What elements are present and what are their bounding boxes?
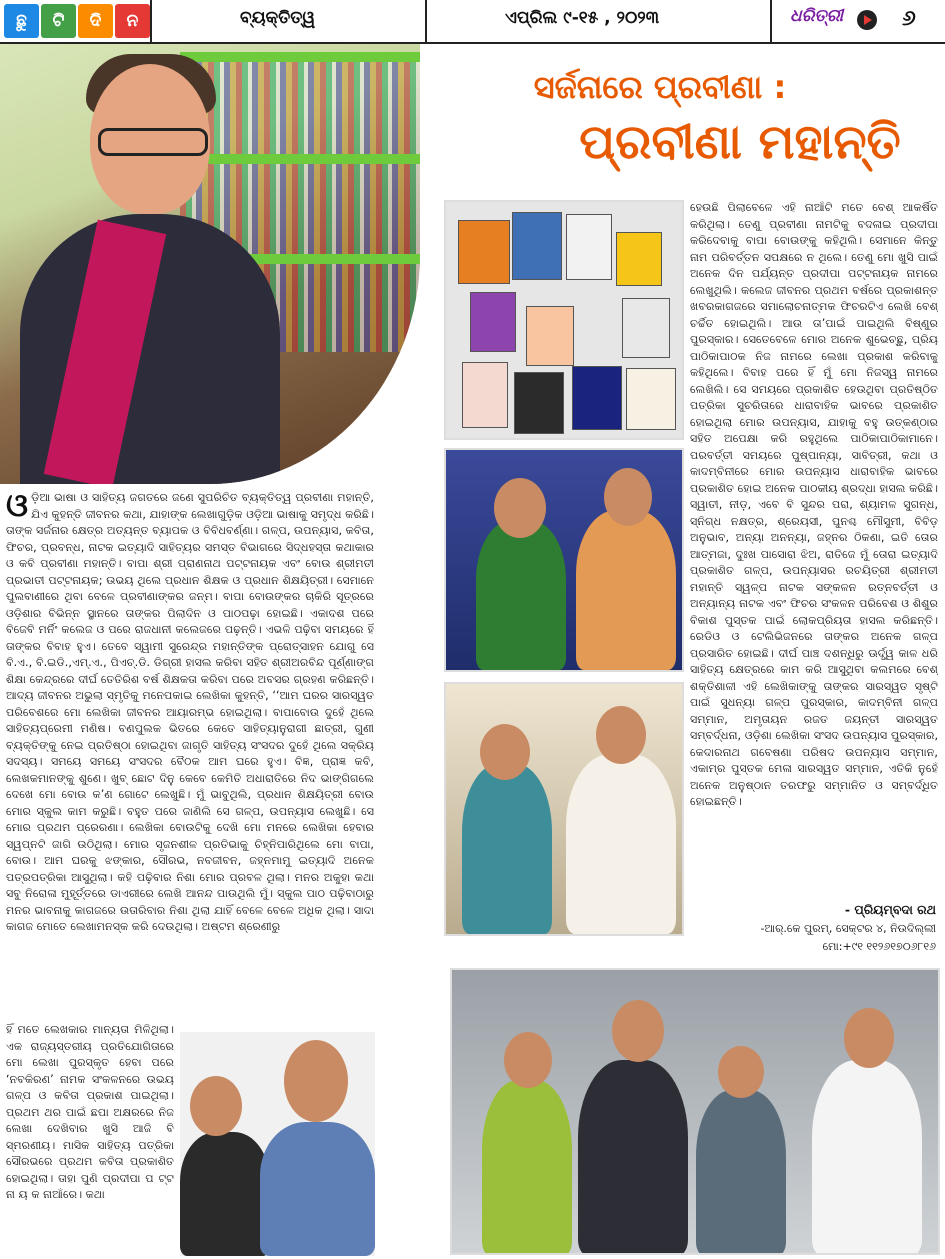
conversation-photo	[444, 682, 684, 936]
book-cover	[572, 366, 622, 430]
person-head	[190, 1076, 242, 1136]
drop-cap: ଓ	[6, 490, 29, 524]
person-figure	[476, 520, 566, 670]
book-cover	[622, 298, 670, 358]
person-figure	[462, 764, 552, 934]
person-head	[718, 1046, 764, 1098]
person-head	[612, 1000, 664, 1062]
person-head	[284, 1040, 348, 1122]
chhutidina-logo	[4, 4, 150, 38]
page-header	[0, 0, 945, 44]
page-number: ୬	[902, 6, 916, 31]
person-figure	[482, 1080, 572, 1255]
byline-author: - ପ୍ରିୟମ୍ବଦା ରଥ	[844, 902, 936, 917]
person-head	[604, 468, 652, 526]
person-figure	[696, 1090, 786, 1255]
person-head	[596, 706, 646, 764]
shelf-board	[180, 52, 420, 62]
book-cover	[566, 214, 612, 280]
article-left-narrow: ହିଁ ମତେ ଲେଖକାର ମାନ୍ୟତା ମିଳିଥିଲା। ଏକ ରାଜ୍ୟସ୍ତରୀୟ ପ୍ରତିଯୋଗିତାରେ ମୋ ଲେଖା ପୁରସ୍କୃତ ହେବା ପରେ ‘ନବକିରଣ’ ନାମକ ସଂକଳନରେ ଉଭୟ ଗଳ୍ପ ଓ କବିତା ପ୍ରକାଶ ପାଇଥିଲା। ପ୍ରଥମ ଥର ପାଇଁ ଛପା ଅକ୍ଷରରେ ନିଜ ଲେଖା ଦେଖିବାର ଖୁସି ଆଜି ବି ସ୍ମରଣୀୟ। ମାସିକ ସାହିତ୍ୟ ପତ୍ରିକା ସୌରଭରେ ପ୍ରଥମ କବିତା ପ୍ରକାଶିତ ହୋଇଥିଲା। ତାହା ପୁଣି ପ୍ରଦୀପା ପ ଟ୍ଟ ନା ୟ କ ନାଆଁରେ। କଥା	[6, 1023, 174, 1201]
portrait-glasses	[98, 128, 208, 156]
person-figure	[566, 754, 676, 934]
header-divider	[150, 0, 152, 42]
logo-letter: ନ	[115, 4, 150, 38]
person-head	[844, 1008, 894, 1068]
group-photo	[450, 968, 940, 1255]
books-photo	[444, 200, 684, 440]
book-cover	[470, 292, 516, 352]
person-figure	[260, 1122, 375, 1256]
byline-phone: ମୋ:+୯୧ ୧୧୨୬୧୭୦୬୮୧୬	[822, 940, 936, 953]
issue-date: ଏପ୍ରିଲ ୯-୧୫ , ୨୦୨୩	[505, 8, 660, 28]
header-divider	[425, 0, 427, 42]
person-head	[494, 478, 546, 538]
article-left-column	[6, 490, 374, 1020]
logo-letter: ଦି	[78, 4, 113, 38]
section-name: ବ୍ୟକ୍ତିତ୍ୱ	[240, 8, 316, 28]
award-photo	[444, 448, 684, 672]
headline-line2: ପ୍ରବୀଣା ମହାନ୍ତି	[579, 114, 901, 170]
person-figure	[578, 1060, 688, 1255]
book-cover	[512, 212, 562, 280]
person-head	[504, 1032, 552, 1088]
shelf-board	[180, 154, 420, 164]
headline-line1: ସର୍ଜନାରେ ପ୍ରବୀଣା :	[533, 68, 787, 106]
header-divider	[770, 0, 772, 42]
logo-letter: ଛୁ	[4, 4, 39, 38]
logo-letter: ଟି	[41, 4, 76, 38]
article-left-text: ଡ଼ିଆ ଭାଷା ଓ ସାହିତ୍ୟ ଜଗତରେ ଜଣେ ସୁପରିଚିତ ବ୍ୟକ୍ତିତ୍ୱ ପ୍ରବୀଣା ମହାନ୍ତି, ଯିଏ କୁହନ୍ତି ଜୀବନର କଥା, ଯାହାଙ୍କ ଲେଖାଗୁଡ଼ିକ ଓଡ଼ିଆ ଭାଷାକୁ ସମୃଦ୍ଧ କରିଛି। ତାଙ୍କ ସର୍ଜନାର କ୍ଷେତ୍ର ଅତ୍ୟନ୍ତ ବ୍ୟାପକ ଓ ବିବିଧବର୍ଣ୍ଣା। ଗଳ୍ପ, ଉପନ୍ୟାସ, କବିତା, ଫିଚର, ପ୍ରବନ୍ଧ, ନାଟକ ଇତ୍ୟାଦି ସାହିତ୍ୟର ସମସ୍ତ ବିଭାଗରେ ସିଦ୍ଧହସ୍ତା କଥାକାର ଓ କବି ପ୍ରବୀଣା ମହାନ୍ତି। ବାପା ଶ୍ରୀ ପ୍ରାଣନାଥ ପଟ୍ଟନାୟକ ଏବଂ ବୋଉ ଶ୍ରୀମତୀ ପ୍ରଭାତୀ ପଟ୍ଟନାୟକ; ଉଭୟ ଥିଲେ ପ୍ରଧାନ ଶିକ୍ଷକ ଓ ପ୍ରଧାନ ଶିକ୍ଷୟିତ୍ରୀ। ସେମାନେ ପୁଲବାଣୀରେ ଥିବା ବେଳେ ପ୍ରବୀଣାଙ୍କର ଜନ୍ମ। ବାପା ବୋଉଙ୍କର ଚାକିରି ସୂତ୍ରରେ ଓଡ଼ିଶାର ବିଭିନ୍ନ ସ୍ଥାନରେ ତାଙ୍କର ପିଲାଦିନ ଓ ପାଠପଢ଼ା ହୋଇଛି। ଏକାଦଶ ପରେ ବିଜେବି ମର୍ନିଂ କଲେଜ ଓ ପରେ ରାଜଧାନୀ କଲେଜରେ ପଢ଼ନ୍ତି। ଏଭଳି ପଢ଼ିବା ସମୟରେ ହିଁ ତାଙ୍କର ବିବାହ ହୁଏ। ତେବେ ସ୍ୱାମୀ ସୁରେନ୍ଦ୍ର ମହାନ୍ତିଙ୍କ ପ୍ରୋତ୍ସାହନ ଯୋଗୁ ସେ ବି.ଏ., ବି.ଇଡି.,ଏମ୍.ଏ., ପିଏଚ୍.ଡି. ଡିଗ୍ରୀ ହାସଲ କରିବା ସହିତ ଶ୍ରୀଅରବିନ୍ଦ ପୂର୍ଣ୍ଣାଙ୍ଗ ଶିକ୍ଷା କେନ୍ଦ୍ରରେ ଦୀର୍ଘ ତେତିରିଶ ବର୍ଷ ଶିକ୍ଷକତା କରିବା ପରେ ଅବସର ଗ୍ରହଣ କରିଛନ୍ତି। ଆଦ୍ୟ ଜୀବନର ଅଭୁଲା ସ୍ମୃତିକୁ ମନେପକାଇ ଲେଖିକା କୁହନ୍ତି, ‘‘ଆମ ଘରର ସାରସ୍ୱତ ପରିବେଶରେ ମୋ ଲେଖିକା ଜୀବନର ଆୟାରମ୍ଭ ହୋଇଥିଲା। ବାପାବୋଉ ଦୁହେଁ ଥିଲେ ସାହିତ୍ୟପ୍ରେମୀ ମଣିଷ। ବଣପୁଲକ ଭିତରେ କେତେ ସାହିତ୍ୟାନୁରାଗୀ ଛାତ୍ରୀ, ଗୁଣୀ ବ୍ୟକ୍ତିଙ୍କୁ ନେଇ ପ୍ରତିଷ୍ଠା ହୋଇଥିବା ଜାଗୃତି ସାହିତ୍ୟ ସଂସଦର ଦୁହେଁ ଥିଲେ ସକ୍ରିୟ ସଦସ୍ୟ। ସମୟେ ସମୟେ ସଂସଦର ବୈଠକ ଆମ ଘରେ ହୁଏ। ବିଜ୍ଞ, ପ୍ରାଜ୍ଞ କବି, ଲେଖକମାନଙ୍କୁ ଶୁଣେ। ଖୁବ୍ ଛୋଟ ଦିନୁ କେବେ କେମିତି ଅଧାରାତିରେ ନିଦ ଭାଙ୍ଗିଗଲେ ଦେଖେ ମୋ ବୋଉ କ’ଣ ଗୋଟେ ଲେଖୁଛି। ମୁଁ ଭାବୁଥିଲି, ପ୍ରଧାନ ଶିକ୍ଷୟିତ୍ରୀ ବୋଉ ମୋର ସ୍କୁଲ କାମ କରୁଛି। ବହୁତ ପରେ ଜାଣିଲି ସେ ଗଳ୍ପ, ଉପନ୍ୟାସ ଲେଖୁଛି। ସେ ମୋର ପ୍ରଥମ ପ୍ରେରଣା। ଲେଖିକା ବୋଉଟିକୁ ଦେଖି ମୋ ମନରେ ଲେଖିକା ହେବାର ସ୍ୱପ୍ନଟି ଜାଗି ଉଠିଥିଲା। ମୋର ସୃଜନଶୀଳ ପ୍ରତିଭାକୁ ଚିହ୍ନିପାରିଥିଲେ ମୋ ବାପା, ବୋଉ। ଆମ ଘରକୁ ଝଙ୍କାର, ସୌରଭ, ନବଜୀବନ, ଜହ୍ନମାମୁ ଇତ୍ୟାଦି ଅନେକ ପତ୍ରପତ୍ରିକା ଆସୁଥିଲା। କହି ପଢ଼ିବାର ନିଶା ମୋର ପ୍ରବଳ ଥିଲା। ମନର ଅକୁହା କଥା ସବୁ ନିରୋଳା ମୁହୂର୍ତ୍ତରେ ଡାଏରୀରେ ଲେଖି ଆନନ୍ଦ ପାଉଥିଲି ମୁଁ। ସ୍କୁଲ ପାଠ ପଢ଼ିବାଠାରୁ ମନର ଭାବନାକୁ କାଗଜରେ ଉତାରିବାର ନିଶା ଥିଲା ଯାହିଁ ବେଳେ ବେଳେ ଅଧିକ ଥିଲା। ସାଦା କାଗଜ ମୋତେ ଲେଖାମନସ୍କ କରି ଦେଉଥିଲା। ଅଷ୍ଟମ ଶ୍ରେଣୀରୁ	[6, 491, 374, 933]
dharitri-brand: ଧରିତ୍ରୀ	[790, 6, 844, 26]
book-cover	[458, 220, 510, 284]
play-icon	[857, 10, 877, 30]
book-cover	[462, 362, 508, 428]
book-cover	[514, 372, 564, 434]
couple-photo	[180, 1032, 375, 1256]
person-head	[480, 724, 530, 780]
book-cover	[526, 306, 574, 366]
byline-address: -ଆର୍.କେ ପୁରମ୍, ସେକ୍ଟର ୪, ନିଉଦିଲ୍ଲୀ	[760, 922, 936, 935]
person-figure	[180, 1132, 270, 1256]
article-right-column: ହେଉଛି ପିଲାବେଳେ ଏହି ନାଆଁଟି ମତେ ବେଶ୍ ଆକର୍ଷିତ କରିଥିଲା। ତେଣୁ ପ୍ରବୀଣା ନାମଟିକୁ ବଦଳାଇ ପ୍ରଦୀପା କରିଦେବାକୁ ବାପା ବୋଉଙ୍କୁ କହିଥିଲି। ସେମାନେ କିନ୍ତୁ ନାମ ପରିବର୍ତ୍ତନ ସପକ୍ଷରେ ନ ଥିଲେ। ତେଣୁ ମୋ ଖୁସି ପାଇଁ ଅନେକ ଦିନ ପର୍ଯ୍ୟନ୍ତ ପ୍ରଦୀପା ପଟ୍ଟନାୟକ ନାମରେ ଲେଖୁଥିଲି। କଲେଜ ଜୀବନର ପ୍ରଥମ ବର୍ଷରେ ପ୍ରକାଶନ୍ତ ଖବରକାଗଜରେ ସମାଲୋଚନାତ୍ମକ ଫିଚରଟିଏ ଲେଖି ବେଶ୍ ଚର୍ଚ୍ଚିତ ହୋଇଥିଲି। ଆଉ ତା’ପାଇଁ ପାଇଥିଲି ବିଷ୍ଣୁର ପୁରସ୍କାର। ସେତେବେଳେ ମୋର ଅନେକ ଶୁଭେଚ୍ଛୁ, ପ୍ରିୟ ପାଠିକାପାଠକ ନିଜ ନାମରେ ଲେଖା ପ୍ରକାଶ କରିବାକୁ କହିଥିଲେ। ବିବାହ ପରେ ହିଁ ମୁଁ ମୋ ନିଜସ୍ୱ ନାମରେ ଲେଖିଲି। ସେ ସମୟରେ ପ୍ରକାଶିତ ହେଉଥିବା ପ୍ରତିଷ୍ଠିତ ପତ୍ରିକା ସୁଚରିତାରେ ଧାରାବାହିକ ଭାବରେ ପ୍ରକାଶିତ ହୋଇଥିଲା ମୋର ଉପନ୍ୟାସ, ଯାହାକୁ ବହୁ ଉତ୍କଣ୍ଠାର ସହିତ ଅପେକ୍ଷା କରି ରହୁଥିଲେ ପାଠିକାପାଠିକାମାନେ। ପରବର୍ତ୍ତୀ ସମୟରେ ପୁଷ୍ପାନ୍ୟା, ସାବିତ୍ରୀ, କଥା ଓ କାଦମ୍ବିନୀରେ ମୋର ଉପନ୍ୟାସ ଧାରାବାହିକ ଭାବରେ ପ୍ରକାଶିତ ହୋଇ ଅନେକ ପାଠକୀୟ ଶ୍ରଦ୍ଧା ହାସଲ କରିଛି। ସ୍ୱାତୀ, ନୀଡ଼, ଏବେ ବି ସୁନ୍ଦର ପରା, ଶ୍ୟାମଳ ସୁଗନ୍ଧ, ସ୍ନିଗ୍ଧ ନକ୍ଷତ୍ର, ଶ୍ରେୟସୀ, ପୁନଶ୍ଚ ମୌସୁମୀ, ବିବିଡ଼ ଅନୁଭାବ, ଅନ୍ୟା ଅନନ୍ୟା, ଜହ୍ନର ଠିକଣା, ଇତି ତୋର ଆତ୍ମଜା, ଦୁଃଖ ପାସୋରା ଝିଅ, ରାତିଜେ ମୁଁ ତୋରା ଇତ୍ୟାଦି ପ୍ରକାଶିତ ଗଳ୍ପ, ଉପନ୍ୟାସର ରଚୟିତ୍ରୀ ଶ୍ରୀମତୀ ମହାନ୍ତି ସ୍ୱଳ୍ପ ନାଟକ ସଙ୍କଳନ ରତ୍ନବର୍ତ୍ତୀ ଓ ଅନ୍ୟାନ୍ୟ ନାଟକ ଏବଂ ଫିଚର ସଂକଳନ ପରିବେଶ ଓ ଶିଶୁର ବିକାଶ ପୁସ୍ତକ ପାଇଁ ଲୋକପ୍ରିୟତା ହାସଲ କରିଛନ୍ତି। ରେଡିଓ ଓ ଟେଲିଭିଜନରେ ତାଙ୍କର ଅନେକ ଗଳ୍ପ ପ୍ରସାରିତ ହୋଇଛି। ଦୀର୍ଘ ପାଞ୍ଚ ଦଶନ୍ଧିରୁ ଊର୍ଦ୍ଧ୍ୱ କାଳ ଧରି ସାହିତ୍ୟ କ୍ଷେତ୍ରରେ କାମ କରି ଆସୁଥିବା କଲମରେ ବେଶ୍ ଶକ୍ତିଶାଳୀ ଏହି ଲେଖିକାଙ୍କୁ ତାଙ୍କର ସାରସ୍ୱତ ସୃଷ୍ଟି ପାଇଁ ସୁଧନ୍ୟା ଗଳ୍ପ ପୁରସ୍କାର, କାଦମ୍ବିନୀ ଗଳ୍ପ ସମ୍ମାନ, ଅମୃତାୟନ ରଜତ ଜୟନ୍ତୀ ସାରସ୍ୱତ ସମ୍ବର୍ଦ୍ଧନା, ଓଡ଼ିଶା ଲେଖିକା ସଂସଦ ଉପନ୍ୟାସ ପୁରସ୍କାର, କେଦାରନାଥ ଗବେଷଣା ପରିଷଦ ଉପନ୍ୟାସ ସମ୍ମାନ, ଏକାମ୍ର ପୁସ୍ତକ ମେଳା ସାରସ୍ୱତ ସମ୍ମାନ, ଏତିକି ନୁହେଁ ଅନେକ ଅନୁଷ୍ଠାନ ତରଫରୁ ସମ୍ମାନିତ ଓ ସମ୍ବର୍ଦ୍ଧିତ ହୋଇଛନ୍ତି।	[690, 201, 938, 808]
portrait-photo	[0, 44, 420, 484]
book-cover	[616, 232, 662, 286]
person-figure	[812, 1060, 922, 1255]
book-cover	[626, 368, 676, 430]
person-figure	[576, 510, 676, 670]
